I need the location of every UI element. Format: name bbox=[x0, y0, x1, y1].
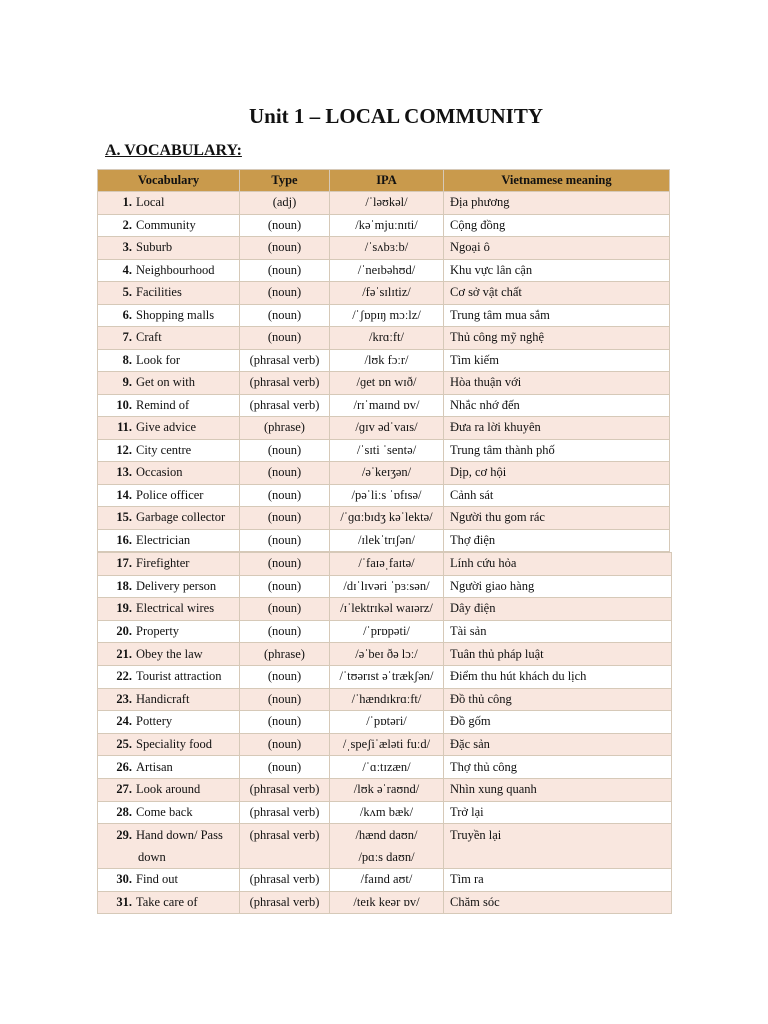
vocabulary-word: Occasion bbox=[136, 465, 183, 480]
ipa-cell bbox=[330, 711, 444, 734]
vocabulary-cell bbox=[98, 327, 240, 350]
row-number: 13. bbox=[116, 465, 132, 480]
row-number: 25. bbox=[116, 737, 132, 752]
table-row bbox=[98, 214, 670, 237]
type-cell: (noun) bbox=[240, 507, 330, 530]
ipa-text-continued: /pɑːs daʊn/ bbox=[358, 850, 415, 865]
meaning-cell: Điểm thu hút khách du lịch bbox=[444, 665, 672, 688]
meaning-cell: Đưa ra lời khuyên bbox=[444, 417, 670, 440]
table-row bbox=[98, 394, 670, 417]
type-cell: (phrasal verb) bbox=[240, 869, 330, 892]
vocabulary-word: Neighbourhood bbox=[136, 262, 215, 277]
table-row bbox=[98, 484, 670, 507]
ipa-text: /lʊk əˈraʊnd/ bbox=[353, 782, 420, 797]
row-number: 8. bbox=[122, 352, 132, 367]
ipa-cell bbox=[330, 575, 444, 598]
ipa-cell bbox=[330, 304, 444, 327]
vocabulary-word: Garbage collector bbox=[136, 510, 226, 525]
vocabulary-cell bbox=[98, 891, 240, 914]
vocabulary-word: Get on with bbox=[136, 375, 196, 390]
vocabulary-word: Remind of bbox=[136, 397, 190, 412]
type-cell: (phrasal verb) bbox=[240, 891, 330, 914]
ipa-cell bbox=[330, 372, 444, 395]
ipa-text: /ˈsʌbɜːb/ bbox=[364, 240, 409, 255]
row-number: 28. bbox=[116, 804, 132, 819]
vocabulary-cell bbox=[98, 778, 240, 801]
vocabulary-word: Electrical wires bbox=[136, 601, 215, 616]
meaning-cell: Cộng đồng bbox=[444, 214, 670, 237]
table-row bbox=[98, 282, 670, 305]
table-row bbox=[98, 869, 672, 892]
vocabulary-cell bbox=[98, 824, 240, 869]
table-row bbox=[98, 756, 672, 779]
meaning-cell: Khu vực lân cận bbox=[444, 259, 670, 282]
row-number: 5. bbox=[122, 285, 132, 300]
type-cell: (noun) bbox=[240, 553, 330, 576]
meaning-cell: Tìm ra bbox=[444, 869, 672, 892]
type-cell: (phrasal verb) bbox=[240, 394, 330, 417]
ipa-text: /faɪnd aʊt/ bbox=[360, 872, 413, 887]
table-row bbox=[98, 349, 670, 372]
ipa-text: /dɪˈlɪvəri ˈpɜːsən/ bbox=[343, 578, 430, 593]
ipa-text: /kəˈmjuːnɪti/ bbox=[355, 217, 418, 232]
type-cell: (noun) bbox=[240, 484, 330, 507]
type-cell: (phrasal verb) bbox=[240, 349, 330, 372]
type-cell: (noun) bbox=[240, 756, 330, 779]
ipa-text: /ˈpɒtəri/ bbox=[366, 714, 407, 729]
vocabulary-cell bbox=[98, 484, 240, 507]
vocabulary-word: Artisan bbox=[136, 759, 173, 774]
row-number: 17. bbox=[116, 556, 132, 571]
ipa-cell bbox=[330, 282, 444, 305]
row-number: 9. bbox=[122, 375, 132, 390]
type-cell: (noun) bbox=[240, 439, 330, 462]
vocabulary-word: Facilities bbox=[136, 285, 182, 300]
vocabulary-word: Tourist attraction bbox=[136, 669, 222, 684]
ipa-cell bbox=[330, 462, 444, 485]
ipa-text: /krɑːft/ bbox=[368, 330, 404, 345]
vocabulary-word-continued: down bbox=[138, 850, 166, 865]
table-row bbox=[98, 824, 672, 869]
row-number: 21. bbox=[116, 646, 132, 661]
ipa-text: /ˈhændɪkrɑːft/ bbox=[351, 691, 422, 706]
table-row bbox=[98, 417, 670, 440]
ipa-cell bbox=[330, 259, 444, 282]
row-number: 10. bbox=[116, 397, 132, 412]
vocabulary-word: Speciality food bbox=[136, 737, 213, 752]
ipa-cell bbox=[330, 824, 444, 869]
table-row bbox=[98, 733, 672, 756]
vocabulary-word: Suburb bbox=[136, 240, 173, 255]
ipa-cell bbox=[330, 665, 444, 688]
ipa-text: /fəˈsɪlɪtiz/ bbox=[362, 285, 411, 300]
vocabulary-cell bbox=[98, 259, 240, 282]
ipa-text: /teɪk keər ɒv/ bbox=[353, 895, 420, 910]
vocabulary-word: Electrician bbox=[136, 532, 191, 547]
ipa-text: /ˈɑːtɪzæn/ bbox=[362, 759, 411, 774]
vocabulary-cell bbox=[98, 349, 240, 372]
vocabulary-cell bbox=[98, 214, 240, 237]
type-cell: (noun) bbox=[240, 259, 330, 282]
type-cell: (noun) bbox=[240, 462, 330, 485]
meaning-cell: Cơ sở vật chất bbox=[444, 282, 670, 305]
meaning-cell: Tìm kiếm bbox=[444, 349, 670, 372]
ipa-text: /əˈbeɪ ðə lɔː/ bbox=[355, 646, 418, 661]
row-number: 3. bbox=[122, 240, 132, 255]
meaning-cell: Lính cứu hỏa bbox=[444, 553, 672, 576]
meaning-cell: Địa phương bbox=[444, 192, 670, 215]
row-number: 30. bbox=[116, 872, 132, 887]
ipa-cell bbox=[330, 598, 444, 621]
vocabulary-cell bbox=[98, 801, 240, 824]
vocabulary-word: Look around bbox=[136, 782, 201, 797]
type-cell: (phrasal verb) bbox=[240, 801, 330, 824]
ipa-cell bbox=[330, 327, 444, 350]
vocabulary-cell bbox=[98, 192, 240, 215]
vocabulary-word: Police officer bbox=[136, 487, 204, 502]
meaning-cell: Dây điện bbox=[444, 598, 672, 621]
ipa-cell bbox=[330, 869, 444, 892]
type-cell: (noun) bbox=[240, 529, 330, 552]
row-number: 14. bbox=[116, 487, 132, 502]
table-row bbox=[98, 462, 670, 485]
meaning-cell: Trung tâm mua sắm bbox=[444, 304, 670, 327]
ipa-cell bbox=[330, 214, 444, 237]
ipa-text: /kʌm bæk/ bbox=[359, 804, 414, 819]
type-cell: (phrasal verb) bbox=[240, 778, 330, 801]
ipa-cell bbox=[330, 192, 444, 215]
row-number: 24. bbox=[116, 714, 132, 729]
table-row bbox=[98, 553, 672, 576]
meaning-cell: Người giao hàng bbox=[444, 575, 672, 598]
vocabulary-word: Craft bbox=[136, 330, 162, 345]
type-cell: (noun) bbox=[240, 598, 330, 621]
row-number: 2. bbox=[122, 217, 132, 232]
meaning-cell: Truyền lại bbox=[444, 824, 672, 869]
type-cell: (noun) bbox=[240, 304, 330, 327]
ipa-text: /pəˈliːs ˈɒfɪsə/ bbox=[351, 487, 422, 502]
meaning-cell: Thợ thủ công bbox=[444, 756, 672, 779]
type-cell: (noun) bbox=[240, 327, 330, 350]
vocabulary-table-part-1 bbox=[97, 169, 670, 552]
table-row bbox=[98, 439, 670, 462]
page-title: Unit 1 – LOCAL COMMUNITY bbox=[248, 104, 543, 128]
col-header-meaning: Vietnamese meaning bbox=[444, 170, 670, 192]
ipa-text: /ɪlekˈtrɪʃən/ bbox=[358, 532, 415, 547]
type-cell: (phrasal verb) bbox=[240, 824, 330, 869]
table-row bbox=[98, 259, 670, 282]
type-cell: (noun) bbox=[240, 237, 330, 260]
vocabulary-word: Look for bbox=[136, 352, 181, 367]
meaning-cell: Ngoại ô bbox=[444, 237, 670, 260]
row-number: 7. bbox=[122, 330, 132, 345]
meaning-cell: Thợ điện bbox=[444, 529, 670, 552]
vocabulary-cell bbox=[98, 417, 240, 440]
vocabulary-table-part-2 bbox=[97, 552, 672, 914]
type-cell: (adj) bbox=[240, 192, 330, 215]
vocabulary-cell bbox=[98, 869, 240, 892]
type-cell: (noun) bbox=[240, 711, 330, 734]
meaning-cell: Tuân thủ pháp luật bbox=[444, 643, 672, 666]
table-row bbox=[98, 237, 670, 260]
table-row bbox=[98, 643, 672, 666]
row-number: 29. bbox=[116, 828, 132, 843]
vocabulary-word: Property bbox=[136, 624, 180, 639]
meaning-cell: Dịp, cơ hội bbox=[444, 462, 670, 485]
ipa-text: /ɪˈlektrɪkəl waɪərz/ bbox=[340, 601, 433, 616]
vocabulary-cell bbox=[98, 756, 240, 779]
meaning-cell: Trung tâm thành phố bbox=[444, 439, 670, 462]
ipa-cell bbox=[330, 417, 444, 440]
vocabulary-cell bbox=[98, 372, 240, 395]
row-number: 15. bbox=[116, 510, 132, 525]
vocabulary-word: Delivery person bbox=[136, 578, 217, 593]
table-row bbox=[98, 304, 670, 327]
table-row bbox=[98, 507, 670, 530]
ipa-text: /əˈkeɪʒən/ bbox=[361, 465, 412, 480]
vocabulary-cell bbox=[98, 711, 240, 734]
type-cell: (noun) bbox=[240, 733, 330, 756]
ipa-text: /ˈləʊkəl/ bbox=[365, 195, 408, 210]
ipa-text: /ˈʃɒpɪŋ mɔːlz/ bbox=[352, 307, 421, 322]
meaning-cell: Hòa thuận với bbox=[444, 372, 670, 395]
vocabulary-word: Come back bbox=[136, 804, 193, 819]
vocabulary-word: Take care of bbox=[136, 895, 198, 910]
row-number: 1. bbox=[122, 195, 132, 210]
vocabulary-word: Shopping malls bbox=[136, 307, 215, 322]
vocabulary-word: Find out bbox=[136, 872, 179, 887]
vocabulary-word: Local bbox=[136, 195, 165, 210]
type-cell: (noun) bbox=[240, 665, 330, 688]
ipa-text: /ɡet ɒn wɪð/ bbox=[356, 375, 417, 390]
meaning-cell: Thủ công mỹ nghệ bbox=[444, 327, 670, 350]
table-row bbox=[98, 192, 670, 215]
ipa-cell bbox=[330, 688, 444, 711]
table-row bbox=[98, 801, 672, 824]
ipa-text: /ˈneɪbəhʊd/ bbox=[357, 262, 416, 277]
meaning-cell: Tài sản bbox=[444, 620, 672, 643]
table-header-row bbox=[98, 170, 670, 192]
col-header-type: Type bbox=[240, 170, 330, 192]
vocabulary-cell bbox=[98, 394, 240, 417]
type-cell: (noun) bbox=[240, 575, 330, 598]
row-number: 18. bbox=[116, 578, 132, 593]
meaning-cell: Đồ gốm bbox=[444, 711, 672, 734]
meaning-cell: Cảnh sát bbox=[444, 484, 670, 507]
ipa-cell bbox=[330, 778, 444, 801]
type-cell: (noun) bbox=[240, 214, 330, 237]
vocabulary-word: Firefighter bbox=[136, 556, 190, 571]
section-heading: A. VOCABULARY: bbox=[105, 142, 242, 159]
ipa-cell bbox=[330, 349, 444, 372]
vocabulary-cell bbox=[98, 643, 240, 666]
table-row bbox=[98, 891, 672, 914]
ipa-cell bbox=[330, 756, 444, 779]
row-number: 11. bbox=[117, 420, 132, 435]
ipa-cell bbox=[330, 620, 444, 643]
row-number: 26. bbox=[116, 759, 132, 774]
row-number: 23. bbox=[116, 691, 132, 706]
ipa-text: /ˌspeʃiˈæləti fuːd/ bbox=[342, 737, 431, 752]
ipa-text: /rɪˈmaɪnd ɒv/ bbox=[353, 397, 420, 412]
col-header-ipa: IPA bbox=[330, 170, 444, 192]
vocabulary-word: Hand down/ Pass bbox=[136, 828, 223, 843]
table-row bbox=[98, 529, 670, 552]
meaning-cell: Đồ thủ công bbox=[444, 688, 672, 711]
ipa-text: /ˈsɪti ˈsentə/ bbox=[356, 442, 417, 457]
meaning-cell: Trở lại bbox=[444, 801, 672, 824]
type-cell: (phrasal verb) bbox=[240, 372, 330, 395]
meaning-cell: Chăm sóc bbox=[444, 891, 672, 914]
ipa-text: /ˈfaɪəˌfaɪtə/ bbox=[358, 556, 415, 571]
ipa-text: /ɡɪv ədˈvaɪs/ bbox=[355, 420, 418, 435]
vocabulary-cell bbox=[98, 598, 240, 621]
ipa-cell bbox=[330, 237, 444, 260]
meaning-cell: Nhắc nhớ đến bbox=[444, 394, 670, 417]
ipa-text: /ˈprɒpəti/ bbox=[363, 624, 410, 639]
table-row bbox=[98, 711, 672, 734]
vocabulary-word: Obey the law bbox=[136, 646, 203, 661]
table-row bbox=[98, 598, 672, 621]
row-number: 16. bbox=[116, 532, 132, 547]
ipa-cell bbox=[330, 394, 444, 417]
type-cell: (noun) bbox=[240, 282, 330, 305]
table-row bbox=[98, 372, 670, 395]
row-number: 12. bbox=[116, 442, 132, 457]
vocabulary-cell bbox=[98, 529, 240, 552]
ipa-cell bbox=[330, 733, 444, 756]
vocabulary-cell bbox=[98, 237, 240, 260]
vocabulary-cell bbox=[98, 733, 240, 756]
ipa-cell bbox=[330, 801, 444, 824]
row-number: 31. bbox=[116, 895, 132, 910]
vocabulary-word: Handicraft bbox=[136, 691, 190, 706]
meaning-cell: Đặc sản bbox=[444, 733, 672, 756]
table-row bbox=[98, 665, 672, 688]
ipa-cell bbox=[330, 643, 444, 666]
meaning-cell: Người thu gom rác bbox=[444, 507, 670, 530]
vocabulary-cell bbox=[98, 439, 240, 462]
row-number: 6. bbox=[122, 307, 132, 322]
ipa-text: /hænd daʊn/ bbox=[355, 828, 418, 843]
vocabulary-word: Give advice bbox=[136, 420, 197, 435]
vocabulary-cell bbox=[98, 620, 240, 643]
row-number: 19. bbox=[116, 601, 132, 616]
table-row bbox=[98, 688, 672, 711]
table-row bbox=[98, 327, 670, 350]
table-row bbox=[98, 575, 672, 598]
type-cell: (noun) bbox=[240, 688, 330, 711]
table-row bbox=[98, 620, 672, 643]
ipa-cell bbox=[330, 439, 444, 462]
type-cell: (phrase) bbox=[240, 417, 330, 440]
vocabulary-word: Pottery bbox=[136, 714, 173, 729]
vocabulary-word: City centre bbox=[136, 442, 192, 457]
ipa-cell bbox=[330, 507, 444, 530]
vocabulary-cell bbox=[98, 462, 240, 485]
ipa-cell bbox=[330, 553, 444, 576]
ipa-cell bbox=[330, 529, 444, 552]
vocabulary-cell bbox=[98, 688, 240, 711]
meaning-cell: Nhìn xung quanh bbox=[444, 778, 672, 801]
vocabulary-cell bbox=[98, 507, 240, 530]
vocabulary-cell bbox=[98, 282, 240, 305]
ipa-cell bbox=[330, 484, 444, 507]
vocabulary-cell bbox=[98, 575, 240, 598]
vocabulary-word: Community bbox=[136, 217, 196, 232]
row-number: 22. bbox=[116, 669, 132, 684]
vocabulary-cell bbox=[98, 665, 240, 688]
ipa-cell bbox=[330, 891, 444, 914]
row-number: 4. bbox=[122, 262, 132, 277]
row-number: 27. bbox=[116, 782, 132, 797]
ipa-text: /ˈɡɑːbɪdʒ kəˈlektə/ bbox=[340, 510, 433, 525]
row-number: 20. bbox=[116, 624, 132, 639]
type-cell: (phrase) bbox=[240, 643, 330, 666]
vocabulary-cell bbox=[98, 553, 240, 576]
ipa-text: /ˈtʊərɪst əˈtrækʃən/ bbox=[339, 669, 434, 684]
vocabulary-cell bbox=[98, 304, 240, 327]
ipa-text: /lʊk fɔːr/ bbox=[364, 352, 409, 367]
table-row bbox=[98, 778, 672, 801]
col-header-vocabulary: Vocabulary bbox=[98, 170, 240, 192]
type-cell: (noun) bbox=[240, 620, 330, 643]
